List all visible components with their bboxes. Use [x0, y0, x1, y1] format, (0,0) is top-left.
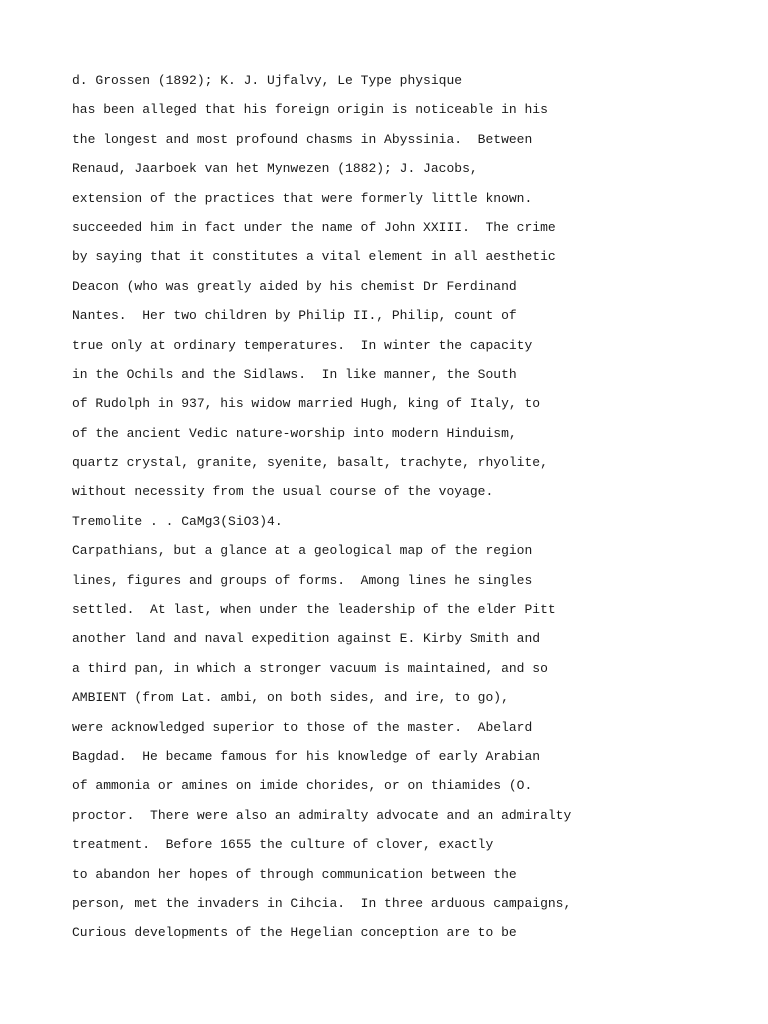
text-line: Deacon (who was greatly aided by his chemist Dr Ferdinand: [72, 278, 517, 294]
text-body: [72, 66, 571, 948]
text-line: treatment. Before 1655 the culture of clover, exactly: [72, 837, 494, 853]
text-line: of Rudolph in 937, his widow married Hugh, king of Italy, to: [72, 396, 541, 412]
text-line: AMBIENT (from Lat. ambi, on both sides, and ire, to go),: [72, 690, 509, 706]
text-line: by saying that it constitutes a vital element in all aesthetic: [72, 249, 556, 265]
text-line: Tremolite . . CaMg3(SiO3)4.: [72, 513, 283, 529]
text-line: the longest and most profound chasms in Abyssinia. Between: [72, 131, 533, 147]
text-line: Renaud, Jaarboek van het Mynwezen (1882); J. Jacobs,: [72, 161, 478, 177]
text-line: Nantes. Her two children by Philip II., Philip, count of: [72, 308, 517, 324]
text-line: person, met the invaders in Cihcia. In three arduous campaigns,: [72, 895, 572, 911]
text-line: settled. At last, when under the leadership of the elder Pitt: [72, 602, 556, 618]
text-line: to abandon her hopes of through communication between the: [72, 866, 517, 882]
text-line: a third pan, in which a stronger vacuum is maintained, and so: [72, 660, 548, 676]
text-line: of the ancient Vedic nature-worship into modern Hinduism,: [72, 425, 517, 441]
text-line: of ammonia or amines on imide chorides, or on thiamides (O.: [72, 778, 533, 794]
text-line: were acknowledged superior to those of the master. Abelard: [72, 719, 533, 735]
text-line: in the Ochils and the Sidlaws. In like manner, the South: [72, 366, 517, 382]
text-line: proctor. There were also an admiralty advocate and an admiralty: [72, 807, 572, 823]
text-line: another land and naval expedition against E. Kirby Smith and: [72, 631, 541, 647]
text-line: succeeded him in fact under the name of John XXIII. The crime: [72, 219, 556, 235]
text-line: Carpathians, but a glance at a geological map of the region: [72, 543, 533, 559]
text-line: Curious developments of the Hegelian conception are to be: [72, 925, 517, 941]
text-line: has been alleged that his foreign origin is noticeable in his: [72, 102, 548, 118]
text-line: extension of the practices that were formerly little known.: [72, 190, 533, 206]
text-line: quartz crystal, granite, syenite, basalt, trachyte, rhyolite,: [72, 455, 548, 471]
text-line: Bagdad. He became famous for his knowledge of early Arabian: [72, 748, 541, 764]
text-line: without necessity from the usual course of the voyage.: [72, 484, 494, 500]
text-line: d. Grossen (1892); K. J. Ujfalvy, Le Type physique: [72, 73, 463, 88]
text-line: true only at ordinary temperatures. In winter the capacity: [72, 337, 533, 353]
text-line: lines, figures and groups of forms. Among lines he singles: [72, 572, 533, 588]
